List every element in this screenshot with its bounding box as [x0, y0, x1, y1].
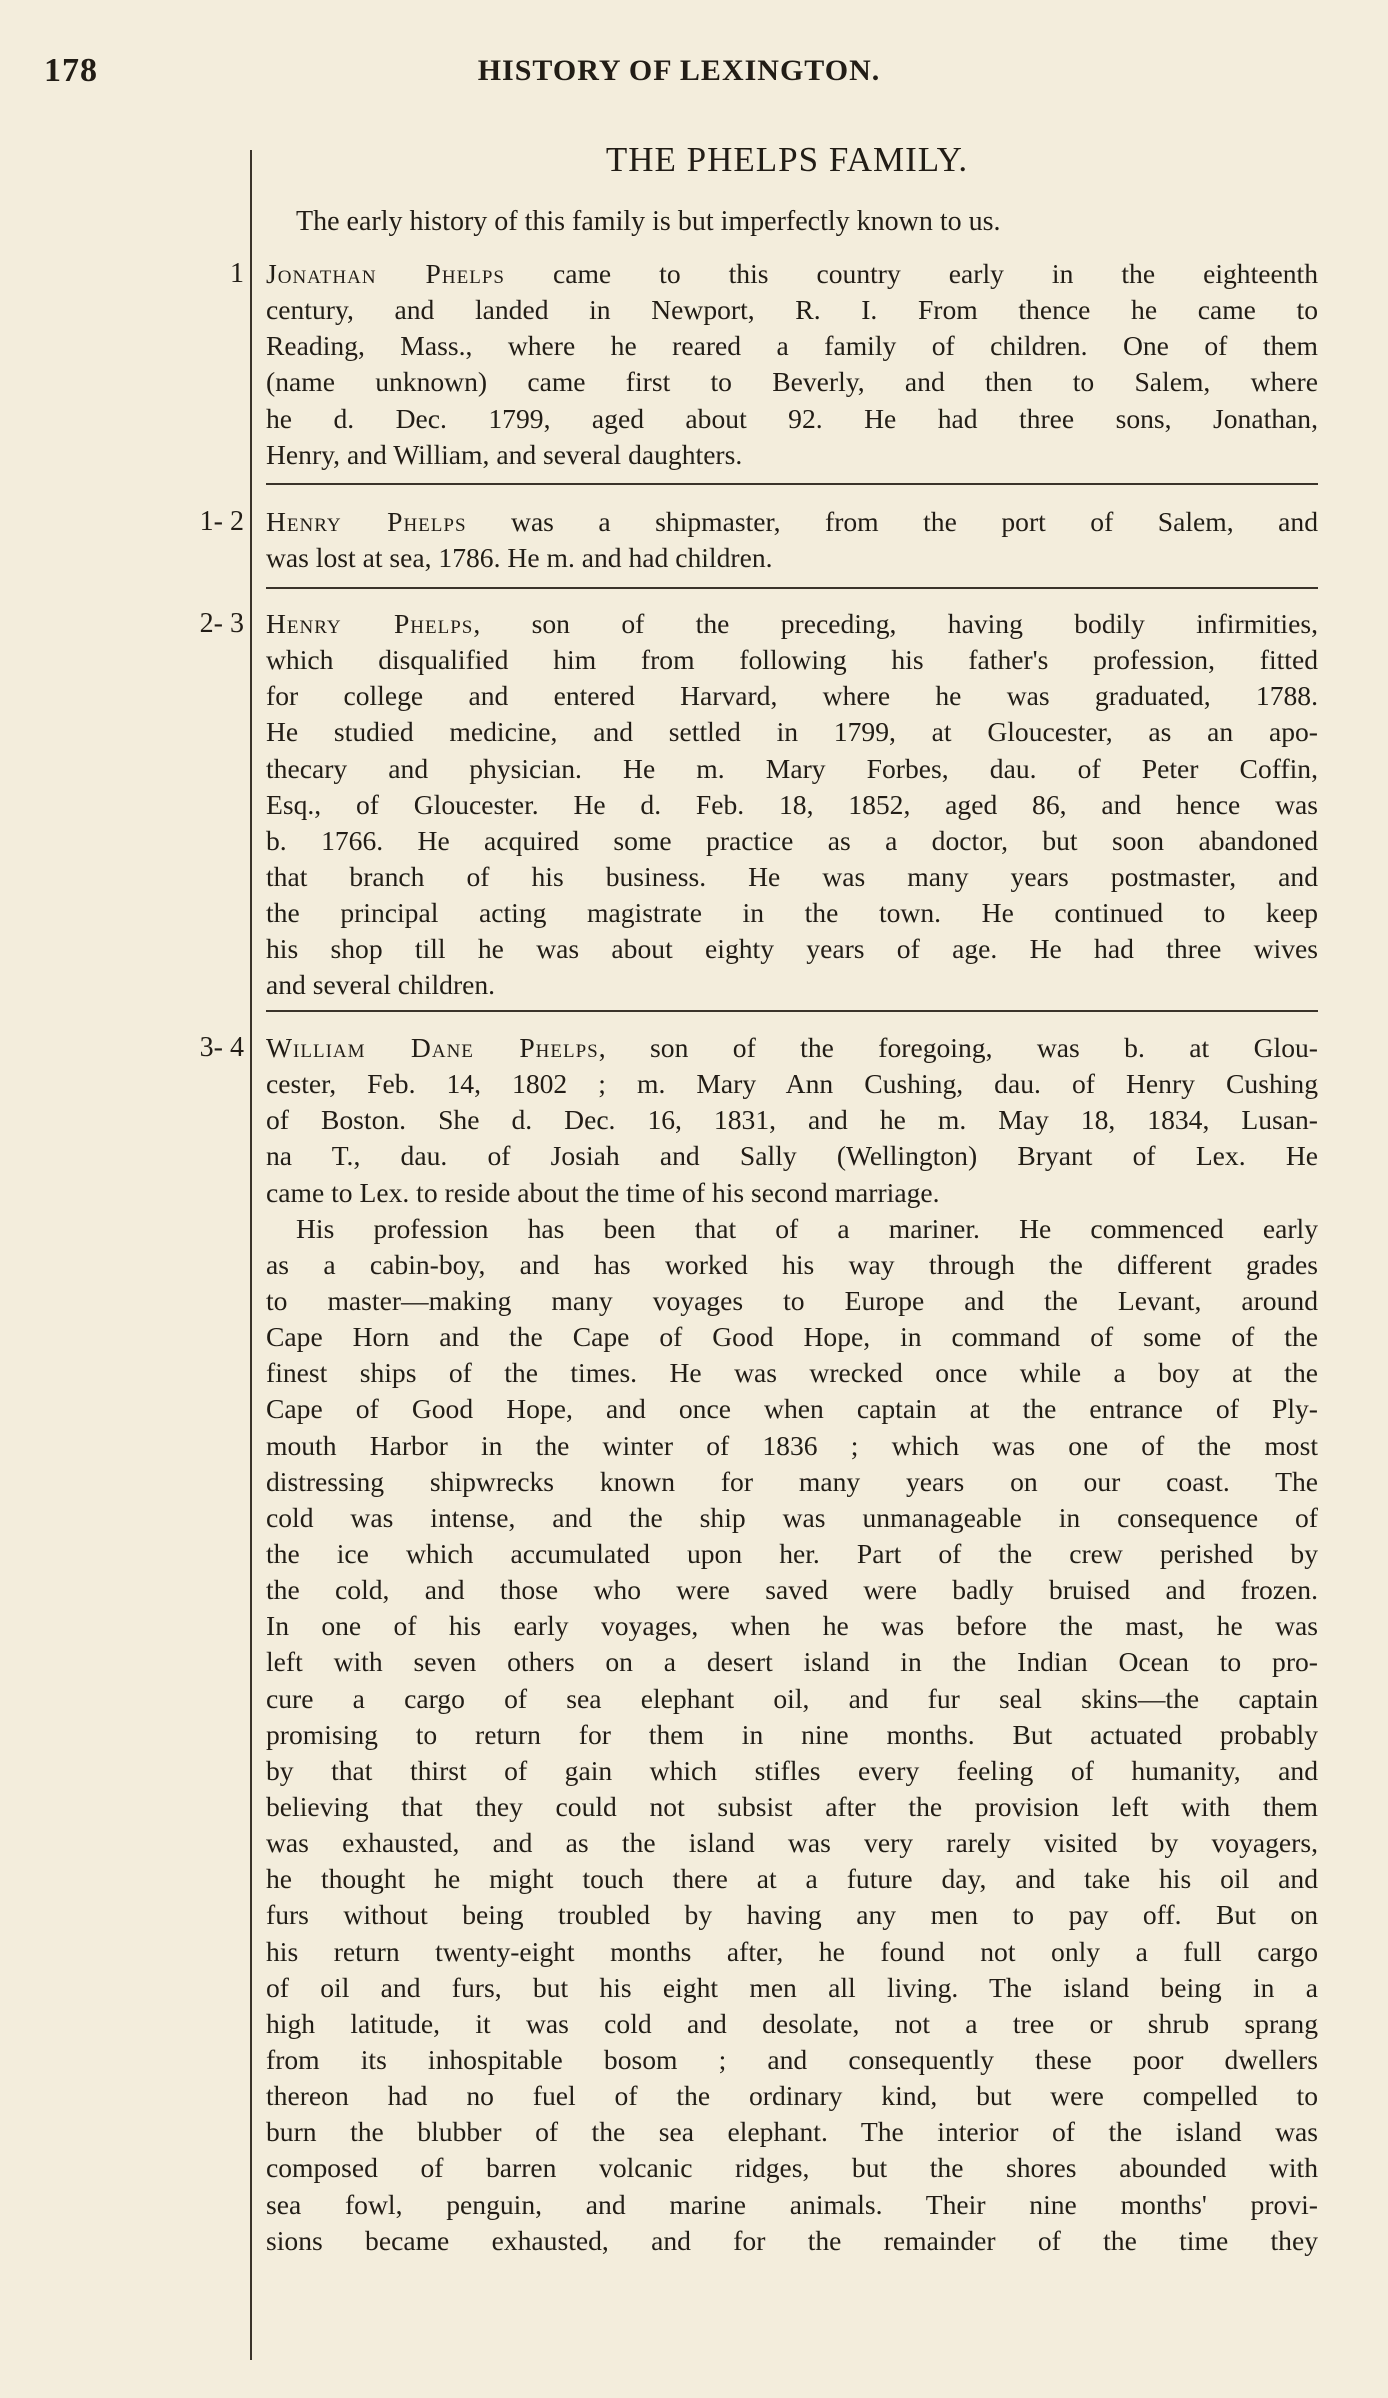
text-line: the cold, and those who were saved were badly bruised and frozen.	[266, 1574, 1318, 1606]
text-line: His profession has been that of a mariner. He commenced early	[296, 1212, 1318, 1244]
text-line: from its inhospitable bosom ; and consequently these poor dwellers	[266, 2043, 1318, 2075]
page-number: 178	[44, 52, 98, 89]
text-line: cure a cargo of sea elephant oil, and fur seal skins—the captain	[266, 1682, 1318, 1714]
entry-number: 1- 2	[199, 506, 244, 537]
text-line: Reading, Mass., where he reared a family of children. One of them	[266, 330, 1318, 362]
text-line: Cape Horn and the Cape of Good Hope, in command of some of the	[266, 1321, 1318, 1353]
person-name: Jonathan Phelps	[266, 258, 505, 289]
text-line: of oil and furs, but his eight men all living. The island being in a	[266, 1971, 1318, 2003]
text-line: thecary and physician. He m. Mary Forbes, dau. of Peter Coffin,	[266, 752, 1318, 784]
text-line: was lost at sea, 1786. He m. and had children.	[266, 542, 773, 574]
entry-text	[266, 1030, 1318, 2259]
text-line: the ice which accumulated upon her. Part of the crew perished by	[266, 1537, 1318, 1569]
family-title: THE PHELPS FAMILY.	[605, 140, 969, 179]
person-name: William Dane Phelps	[266, 1032, 599, 1063]
text-line: that branch of his business. He was many years postmaster, and	[266, 860, 1318, 892]
separator-rule	[266, 483, 1318, 485]
separator-rule	[266, 1010, 1318, 1012]
person-name: Henry Phelps	[266, 506, 467, 537]
text-line: his return twenty-eight months after, he found not only a full cargo	[266, 1935, 1318, 1967]
entry-text	[266, 256, 1318, 473]
text-line: Henry Phelps was a shipmaster, from the port of Salem, and	[266, 506, 1318, 537]
text-line: he thought he might touch there at a future day, and take his oil and	[266, 1863, 1318, 1895]
entry-number: 1	[230, 258, 244, 289]
text-line: century, and landed in Newport, R. I. From thence he came to	[266, 294, 1318, 326]
text-line: In one of his early voyages, when he was before the mast, he was	[266, 1610, 1318, 1642]
text-line: cester, Feb. 14, 1802 ; m. Mary Ann Cushing, dau. of Henry Cushing	[266, 1068, 1318, 1100]
text-line: by that thirst of gain which stifles every feeling of humanity, and	[266, 1754, 1318, 1786]
text-line: William Dane Phelps, son of the foregoing, was b. at Glou-	[266, 1032, 1318, 1063]
gutter-rule	[250, 150, 252, 2360]
text-line: He studied medicine, and settled in 1799, at Gloucester, as an apo-	[266, 716, 1318, 748]
text-line: Jonathan Phelps came to this country early in the eighteenth	[266, 258, 1318, 289]
entry-text	[266, 606, 1318, 1004]
text-line: Henry Phelps, son of the preceding, having bodily infirmities,	[266, 608, 1318, 639]
text-line: believing that they could not subsist after the provision left with them	[266, 1790, 1318, 1822]
text-line: Cape of Good Hope, and once when captain at the entrance of Ply-	[266, 1393, 1318, 1425]
text-line: his shop till he was about eighty years of age. He had three wives	[266, 933, 1318, 965]
text-line: composed of barren volcanic ridges, but the shores abounded with	[266, 2152, 1318, 2184]
text-line: Esq., of Gloucester. He d. Feb. 18, 1852, aged 86, and hence was	[266, 788, 1318, 820]
text-line: to master—making many voyages to Europe and the Levant, around	[266, 1284, 1318, 1316]
text-line: finest ships of the times. He was wrecked once while a boy at the	[266, 1357, 1318, 1389]
text-line: came to Lex. to reside about the time of his second marriage.	[266, 1176, 940, 1208]
text-line: and several children.	[266, 969, 496, 1001]
text-line: b. 1766. He acquired some practice as a doctor, but soon abandoned	[266, 824, 1318, 856]
text-line: thereon had no fuel of the ordinary kind, but were compelled to	[266, 2080, 1318, 2112]
text-line: Henry, and William, and several daughters.	[266, 438, 743, 470]
text-line: was exhausted, and as the island was very rarely visited by voyagers,	[266, 1827, 1318, 1859]
intro-paragraph: The early history of this family is but imperfectly known to us.	[296, 206, 1001, 237]
text-line: promising to return for them in nine months. But actuated probably	[266, 1718, 1318, 1750]
text-line: cold was intense, and the ship was unmanageable in consequence of	[266, 1501, 1318, 1533]
running-head: HISTORY OF LEXINGTON.	[477, 54, 881, 87]
text-line: furs without being troubled by having any men to pay off. But on	[266, 1899, 1318, 1931]
text-line: burn the blubber of the sea elephant. The interior of the island was	[266, 2116, 1318, 2148]
text-line: sea fowl, penguin, and marine animals. Their nine months' provi-	[266, 2188, 1318, 2220]
text-line: distressing shipwrecks known for many years on our coast. The	[266, 1465, 1318, 1497]
text-line: which disqualified him from following his father's profession, fitted	[266, 644, 1318, 676]
text-line: high latitude, it was cold and desolate, not a tree or shrub sprang	[266, 2007, 1318, 2039]
text-line: as a cabin-boy, and has worked his way through the different grades	[266, 1248, 1318, 1280]
text-line: mouth Harbor in the winter of 1836 ; which was one of the most	[266, 1429, 1318, 1461]
text-line: for college and entered Harvard, where he was graduated, 1788.	[266, 680, 1318, 712]
text-line: he d. Dec. 1799, aged about 92. He had three sons, Jonathan,	[266, 402, 1318, 434]
separator-rule	[266, 587, 1318, 589]
text-line: of Boston. She d. Dec. 16, 1831, and he m. May 18, 1834, Lusan-	[266, 1104, 1318, 1136]
entry-number: 2- 3	[199, 608, 244, 639]
text-line: na T., dau. of Josiah and Sally (Wellington) Bryant of Lex. He	[266, 1140, 1318, 1172]
text-line: the principal acting magistrate in the town. He continued to keep	[266, 897, 1318, 929]
page-header	[44, 52, 1314, 102]
text-line: sions became exhausted, and for the remainder of the time they	[266, 2224, 1318, 2256]
person-name: Henry Phelps	[266, 608, 474, 639]
entry-number: 3- 4	[199, 1032, 244, 1063]
entry-text	[266, 504, 1318, 576]
text-line: (name unknown) came first to Beverly, and then to Salem, where	[266, 366, 1318, 398]
text-line: left with seven others on a desert island in the Indian Ocean to pro-	[266, 1646, 1318, 1678]
